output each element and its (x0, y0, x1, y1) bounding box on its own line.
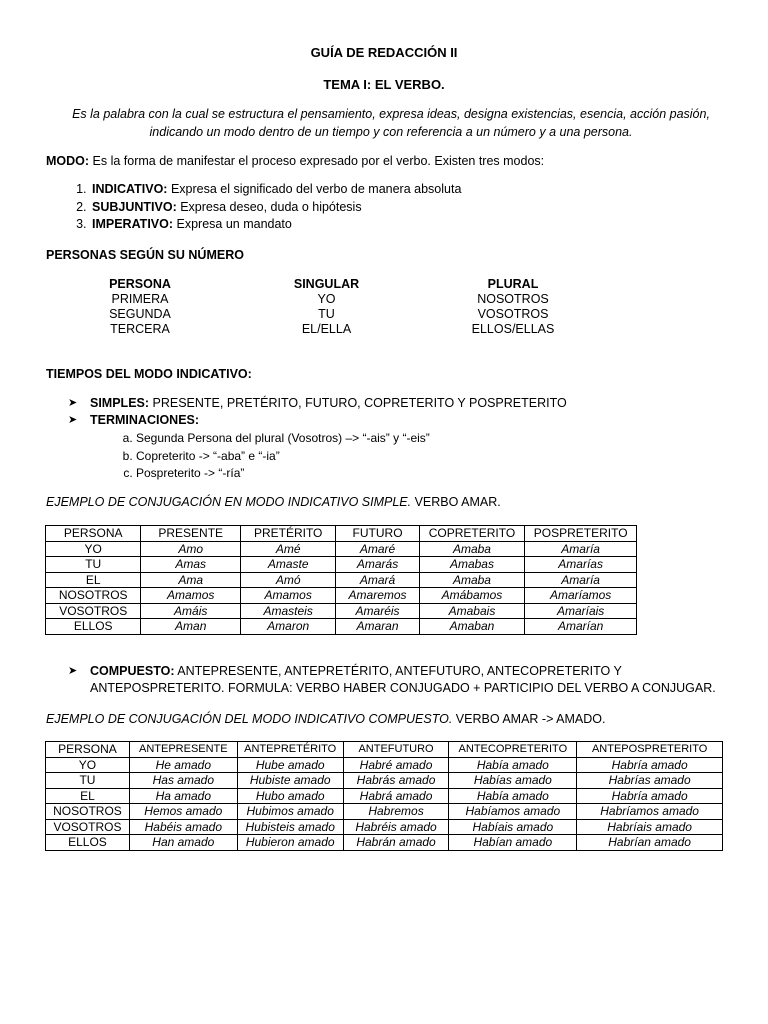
verb-cell: Amáis (141, 603, 241, 619)
verb-cell: Amará (336, 572, 419, 588)
ejemplo2-caption-plain: VERBO AMAR -> AMADO. (452, 712, 606, 726)
verb-cell: Habían amado (449, 835, 577, 851)
verb-cell: Había amado (449, 757, 577, 773)
compuesto-text-1: ANTEPRESENTE, ANTEPRETÉRITO, ANTEFUTURO, ANTECOPRETERITO Y (174, 664, 622, 678)
column-header: ANTEPRETÉRITO (237, 742, 343, 758)
verb-cell: Hemos amado (129, 804, 237, 820)
verb-cell: Amamos (141, 588, 241, 604)
verb-cell: Habías amado (449, 773, 577, 789)
verb-cell: Amaron (240, 619, 335, 635)
verb-cell: Amarás (336, 557, 419, 573)
verb-cell: Amaba (419, 572, 525, 588)
verb-cell: Ama (141, 572, 241, 588)
verb-cell: Has amado (129, 773, 237, 789)
persona-column (85, 277, 195, 337)
compuesto-item (68, 663, 748, 697)
ejemplo1-caption (46, 494, 501, 511)
verb-cell: Amaríamos (525, 588, 637, 604)
singular-cell: EL/ELLA (301, 322, 352, 336)
persona-header: PERSONA (109, 277, 171, 291)
intro-paragraph (46, 105, 736, 141)
persona-cell: VOSOTROS (46, 819, 130, 835)
compuesto-label: COMPUESTO: (90, 664, 175, 678)
verb-cell: Hubieron amado (237, 835, 343, 851)
terminaciones-item (68, 412, 199, 429)
terminaciones-list (110, 430, 430, 483)
mode-description: Expresa un mandato (173, 217, 292, 231)
column-header: ANTEFUTURO (343, 742, 449, 758)
compuesto-text-2: ANTEPOSPRETERITO. FORMULA: VERBO HABER CONJUGADO + PARTICIPIO DEL VERBO A CONJUGAR. (90, 681, 716, 695)
persona-cell: PRIMERA (111, 292, 169, 306)
persona-cell: ELLOS (46, 835, 130, 851)
verb-cell: Han amado (129, 835, 237, 851)
verb-cell: Amaremos (336, 588, 419, 604)
verb-cell: Habrían amado (577, 835, 723, 851)
verb-cell: Hube amado (237, 757, 343, 773)
ejemplo1-caption-italic: EJEMPLO DE CONJUGACIÓN EN MODO INDICATIVO SIMPLE. (46, 495, 412, 509)
verb-cell: Habrán amado (343, 835, 449, 851)
verb-cell: Amaste (240, 557, 335, 573)
table-header-row (46, 742, 723, 758)
simples-text: PRESENTE, PRETÉRITO, FUTURO, COPRETERITO Y POSPRETERITO (149, 396, 567, 410)
mode-description: Expresa el significado del verbo de manera absoluta (167, 182, 462, 196)
persona-cell: EL (46, 788, 130, 804)
table-row (46, 619, 637, 635)
mode-label: INDICATIVO: (92, 182, 168, 196)
verb-cell: Amaríais (525, 603, 637, 619)
ejemplo2-caption (46, 711, 605, 728)
modo-text: Es la forma de manifestar el proceso expresado por el verbo. Existen tres modos: (89, 154, 545, 168)
compuesto-line-1 (90, 663, 748, 680)
plural-cell: VOSOTROS (477, 307, 549, 321)
verb-cell: Hubimos amado (237, 804, 343, 820)
table-row (46, 835, 723, 851)
verb-cell: Amaban (419, 619, 525, 635)
document-title: GUÍA DE REDACCIÓN II (310, 45, 458, 60)
verb-cell: Amaría (525, 572, 637, 588)
verb-cell: Habríamos amado (577, 804, 723, 820)
arrow-bullet-icon: ➤ (68, 665, 78, 677)
persona-cell: YO (46, 541, 141, 557)
column-header: FUTURO (336, 526, 419, 542)
verb-cell: Amé (240, 541, 335, 557)
mode-item-imperativo (90, 216, 461, 234)
verb-cell: Habíamos amado (449, 804, 577, 820)
singular-header: SINGULAR (293, 277, 360, 291)
persona-cell: YO (46, 757, 130, 773)
verb-cell: Habrías amado (577, 773, 723, 789)
mode-label: SUBJUNTIVO: (92, 199, 177, 214)
verb-cell: Hubiste amado (237, 773, 343, 789)
table-row (46, 603, 637, 619)
verb-cell: Hubo amado (237, 788, 343, 804)
persona-cell: TU (46, 557, 141, 573)
verb-cell: Amaba (419, 541, 525, 557)
persona-cell: VOSOTROS (46, 603, 141, 619)
verb-cell: Amó (240, 572, 335, 588)
mode-item-subjuntivo (90, 199, 461, 217)
plural-cell: NOSOTROS (477, 292, 549, 306)
intro-line-1: Es la palabra con la cual se estructura el pensamiento, expresa ideas, designa existencias, esencia, acción pasión, (72, 107, 710, 121)
column-header: COPRETERITO (419, 526, 525, 542)
simples-item (68, 395, 748, 412)
verb-cell: Habíais amado (449, 819, 577, 835)
verb-cell: Amamos (240, 588, 335, 604)
persona-cell: ELLOS (46, 619, 141, 635)
terminacion-item: c. Pospreterito -> “-ría” (136, 465, 430, 483)
table-row (46, 773, 723, 789)
table-row (46, 588, 637, 604)
verb-cell: Amaré (336, 541, 419, 557)
column-header: ANTEPRESENTE (129, 742, 237, 758)
column-header: ANTEPOSPRETERITO (577, 742, 723, 758)
verb-cell: Amarían (525, 619, 637, 635)
column-header: POSPRETERITO (525, 526, 637, 542)
mode-item-indicativo (90, 181, 461, 199)
persona-cell: TERCERA (110, 322, 170, 336)
personas-heading: PERSONAS SEGÚN SU NÚMERO (46, 248, 244, 262)
simples-label: SIMPLES: (90, 396, 150, 410)
persona-cell: TU (46, 773, 130, 789)
mode-label: IMPERATIVO: (92, 217, 174, 231)
persona-cell: EL (46, 572, 141, 588)
singular-cell: YO (317, 292, 336, 306)
singular-cell: TU (318, 307, 335, 321)
verb-cell: Ha amado (129, 788, 237, 804)
verb-cell: Amo (141, 541, 241, 557)
verb-cell: Amas (141, 557, 241, 573)
document-subtitle: TEMA I: EL VERBO. (323, 77, 445, 92)
persona-cell: SEGUNDA (109, 307, 171, 321)
mode-description: Expresa deseo, duda o hipótesis (176, 199, 362, 214)
verb-cell: Habré amado (343, 757, 449, 773)
verb-cell: Había amado (449, 788, 577, 804)
column-header: PERSONA (46, 526, 141, 542)
terminaciones-label: TERMINACIONES: (90, 413, 200, 427)
verb-cell: Amabas (419, 557, 525, 573)
tiempos-heading: TIEMPOS DEL MODO INDICATIVO: (46, 367, 252, 381)
verb-cell: Habremos (343, 804, 449, 820)
table-row (46, 557, 637, 573)
verb-cell: Habrás amado (343, 773, 449, 789)
column-header: ANTECOPRETERITO (449, 742, 577, 758)
verb-cell: Habéis amado (129, 819, 237, 835)
table-row (46, 804, 723, 820)
column-header: PERSONA (46, 742, 130, 758)
table-row (46, 819, 723, 835)
persona-cell: NOSOTROS (46, 588, 141, 604)
table-row (46, 788, 723, 804)
verb-cell: Amabais (419, 603, 525, 619)
verb-cell: Amaran (336, 619, 419, 635)
plural-column (453, 277, 573, 337)
singular-column (268, 277, 385, 337)
verb-cell: Amábamos (419, 588, 525, 604)
simple-conjugation-table (45, 525, 637, 635)
plural-header: PLURAL (487, 277, 539, 291)
persona-cell: NOSOTROS (46, 804, 130, 820)
table-row (46, 541, 637, 557)
verb-cell: Habréis amado (343, 819, 449, 835)
modo-label: MODO: (46, 154, 90, 168)
table-row (46, 757, 723, 773)
column-header: PRETÉRITO (240, 526, 335, 542)
verb-cell: Amaréis (336, 603, 419, 619)
verb-cell: Habríais amado (577, 819, 723, 835)
arrow-bullet-icon: ➤ (68, 397, 78, 409)
column-header: PRESENTE (141, 526, 241, 542)
terminacion-item: a. Segunda Persona del plural (Vosotros) –> “-ais” y “-eis” (136, 430, 430, 448)
verb-cell: Hubisteis amado (237, 819, 343, 835)
modes-list (46, 181, 461, 234)
verb-cell: Habrá amado (343, 788, 449, 804)
arrow-bullet-icon: ➤ (68, 414, 78, 426)
modo-definition (46, 153, 544, 170)
intro-line-2: indicando un modo dentro de un tiempo y con referencia a un número y a una persona. (149, 125, 633, 139)
table-row (46, 572, 637, 588)
plural-cell: ELLOS/ELLAS (471, 322, 555, 336)
table-header-row (46, 526, 637, 542)
verb-cell: He amado (129, 757, 237, 773)
terminacion-item: b. Copreterito -> “-aba” e “-ia” (136, 448, 430, 466)
ejemplo2-caption-italic: EJEMPLO DE CONJUGACIÓN DEL MODO INDICATIVO COMPUESTO. (46, 712, 453, 726)
verb-cell: Aman (141, 619, 241, 635)
verb-cell: Amasteis (240, 603, 335, 619)
ejemplo1-caption-plain: VERBO AMAR. (411, 495, 501, 509)
verb-cell: Amarías (525, 557, 637, 573)
verb-cell: Habría amado (577, 757, 723, 773)
compound-conjugation-table (45, 741, 723, 851)
verb-cell: Amaría (525, 541, 637, 557)
verb-cell: Habría amado (577, 788, 723, 804)
